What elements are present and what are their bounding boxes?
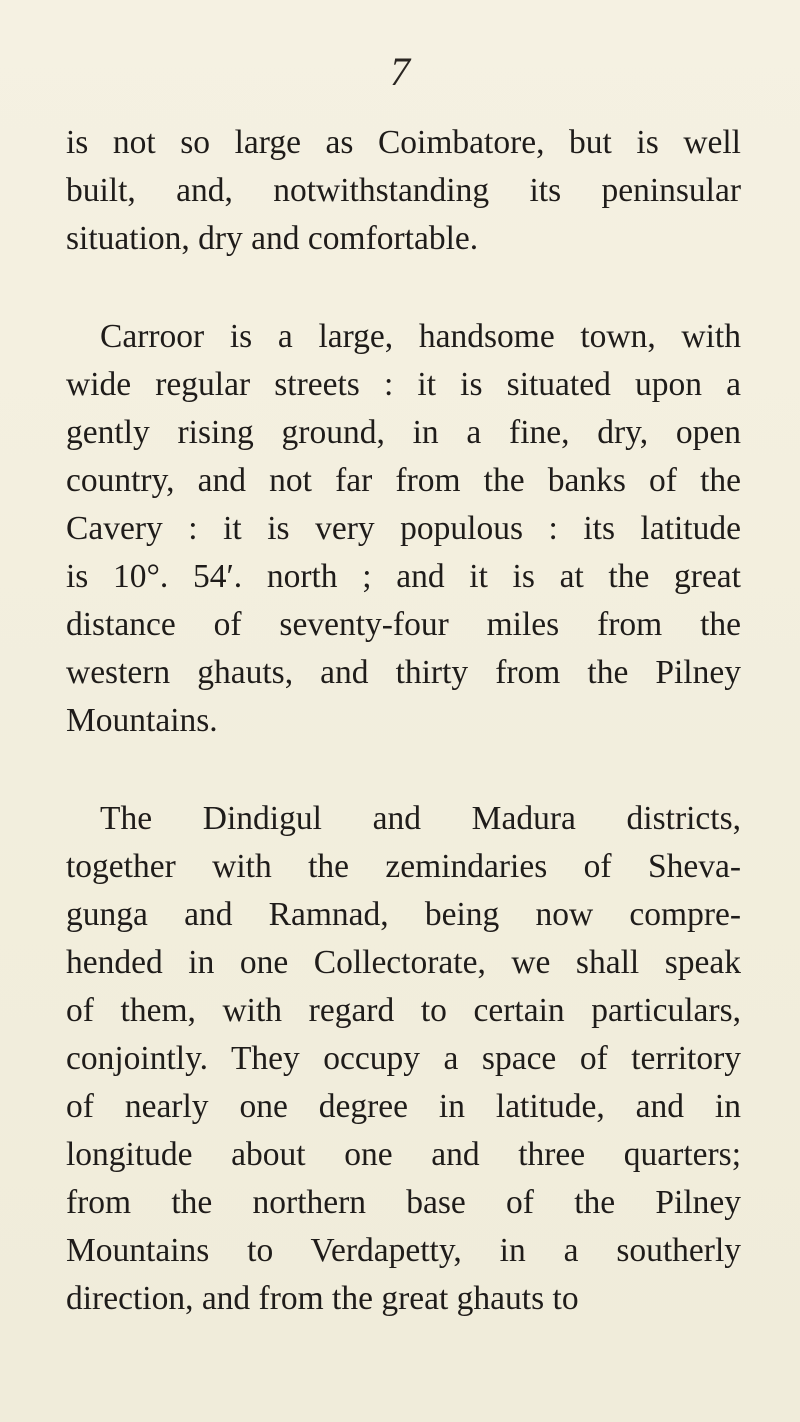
text-line: hended in one Collectorate, we shall speak (66, 944, 741, 981)
text-line: gently rising ground, in a fine, dry, open (66, 414, 741, 451)
paragraph-gap (66, 745, 741, 795)
text-line: direction, and from the great ghauts to (66, 1280, 579, 1317)
page-number: 7 (390, 49, 410, 94)
text-line: distance of seventy-four miles from the (66, 606, 741, 643)
text-line: conjointly. They occupy a space of territory (66, 1040, 741, 1077)
text-line: western ghauts, and thirty from the Pilney (66, 654, 741, 691)
text-line: is 10°. 54′. north ; and it is at the great (66, 558, 741, 595)
text-line: gunga and Ramnad, being now compre- (66, 896, 741, 933)
text-line: of them, with regard to certain particulars, (66, 992, 741, 1029)
text-line: situation, dry and comfortable. (66, 220, 479, 257)
paragraph-gap (66, 263, 741, 313)
text-line: Cavery : it is very populous : its latitude (66, 510, 741, 547)
text-line: Mountains. (66, 702, 218, 739)
text-line: longitude about one and three quarters; (66, 1136, 741, 1173)
paragraph-1 (66, 119, 741, 263)
paragraph-3 (66, 795, 741, 1323)
text-line: The Dindigul and Madura districts, (100, 800, 741, 837)
text-line: built, and, notwithstanding its peninsular (66, 172, 741, 209)
paragraph-2 (66, 313, 741, 745)
text-line: of nearly one degree in latitude, and in (66, 1088, 741, 1125)
text-line: from the northern base of the Pilney (66, 1184, 741, 1221)
body-text (66, 119, 741, 1323)
text-line: together with the zemindaries of Sheva- (66, 848, 741, 885)
text-line: country, and not far from the banks of the (66, 462, 741, 499)
text-line: wide regular streets : it is situated upon a (66, 366, 741, 403)
text-line: Mountains to Verdapetty, in a southerly (66, 1232, 741, 1269)
text-line: is not so large as Coimbatore, but is well (66, 124, 741, 161)
text-line: Carroor is a large, handsome town, with (100, 318, 741, 355)
